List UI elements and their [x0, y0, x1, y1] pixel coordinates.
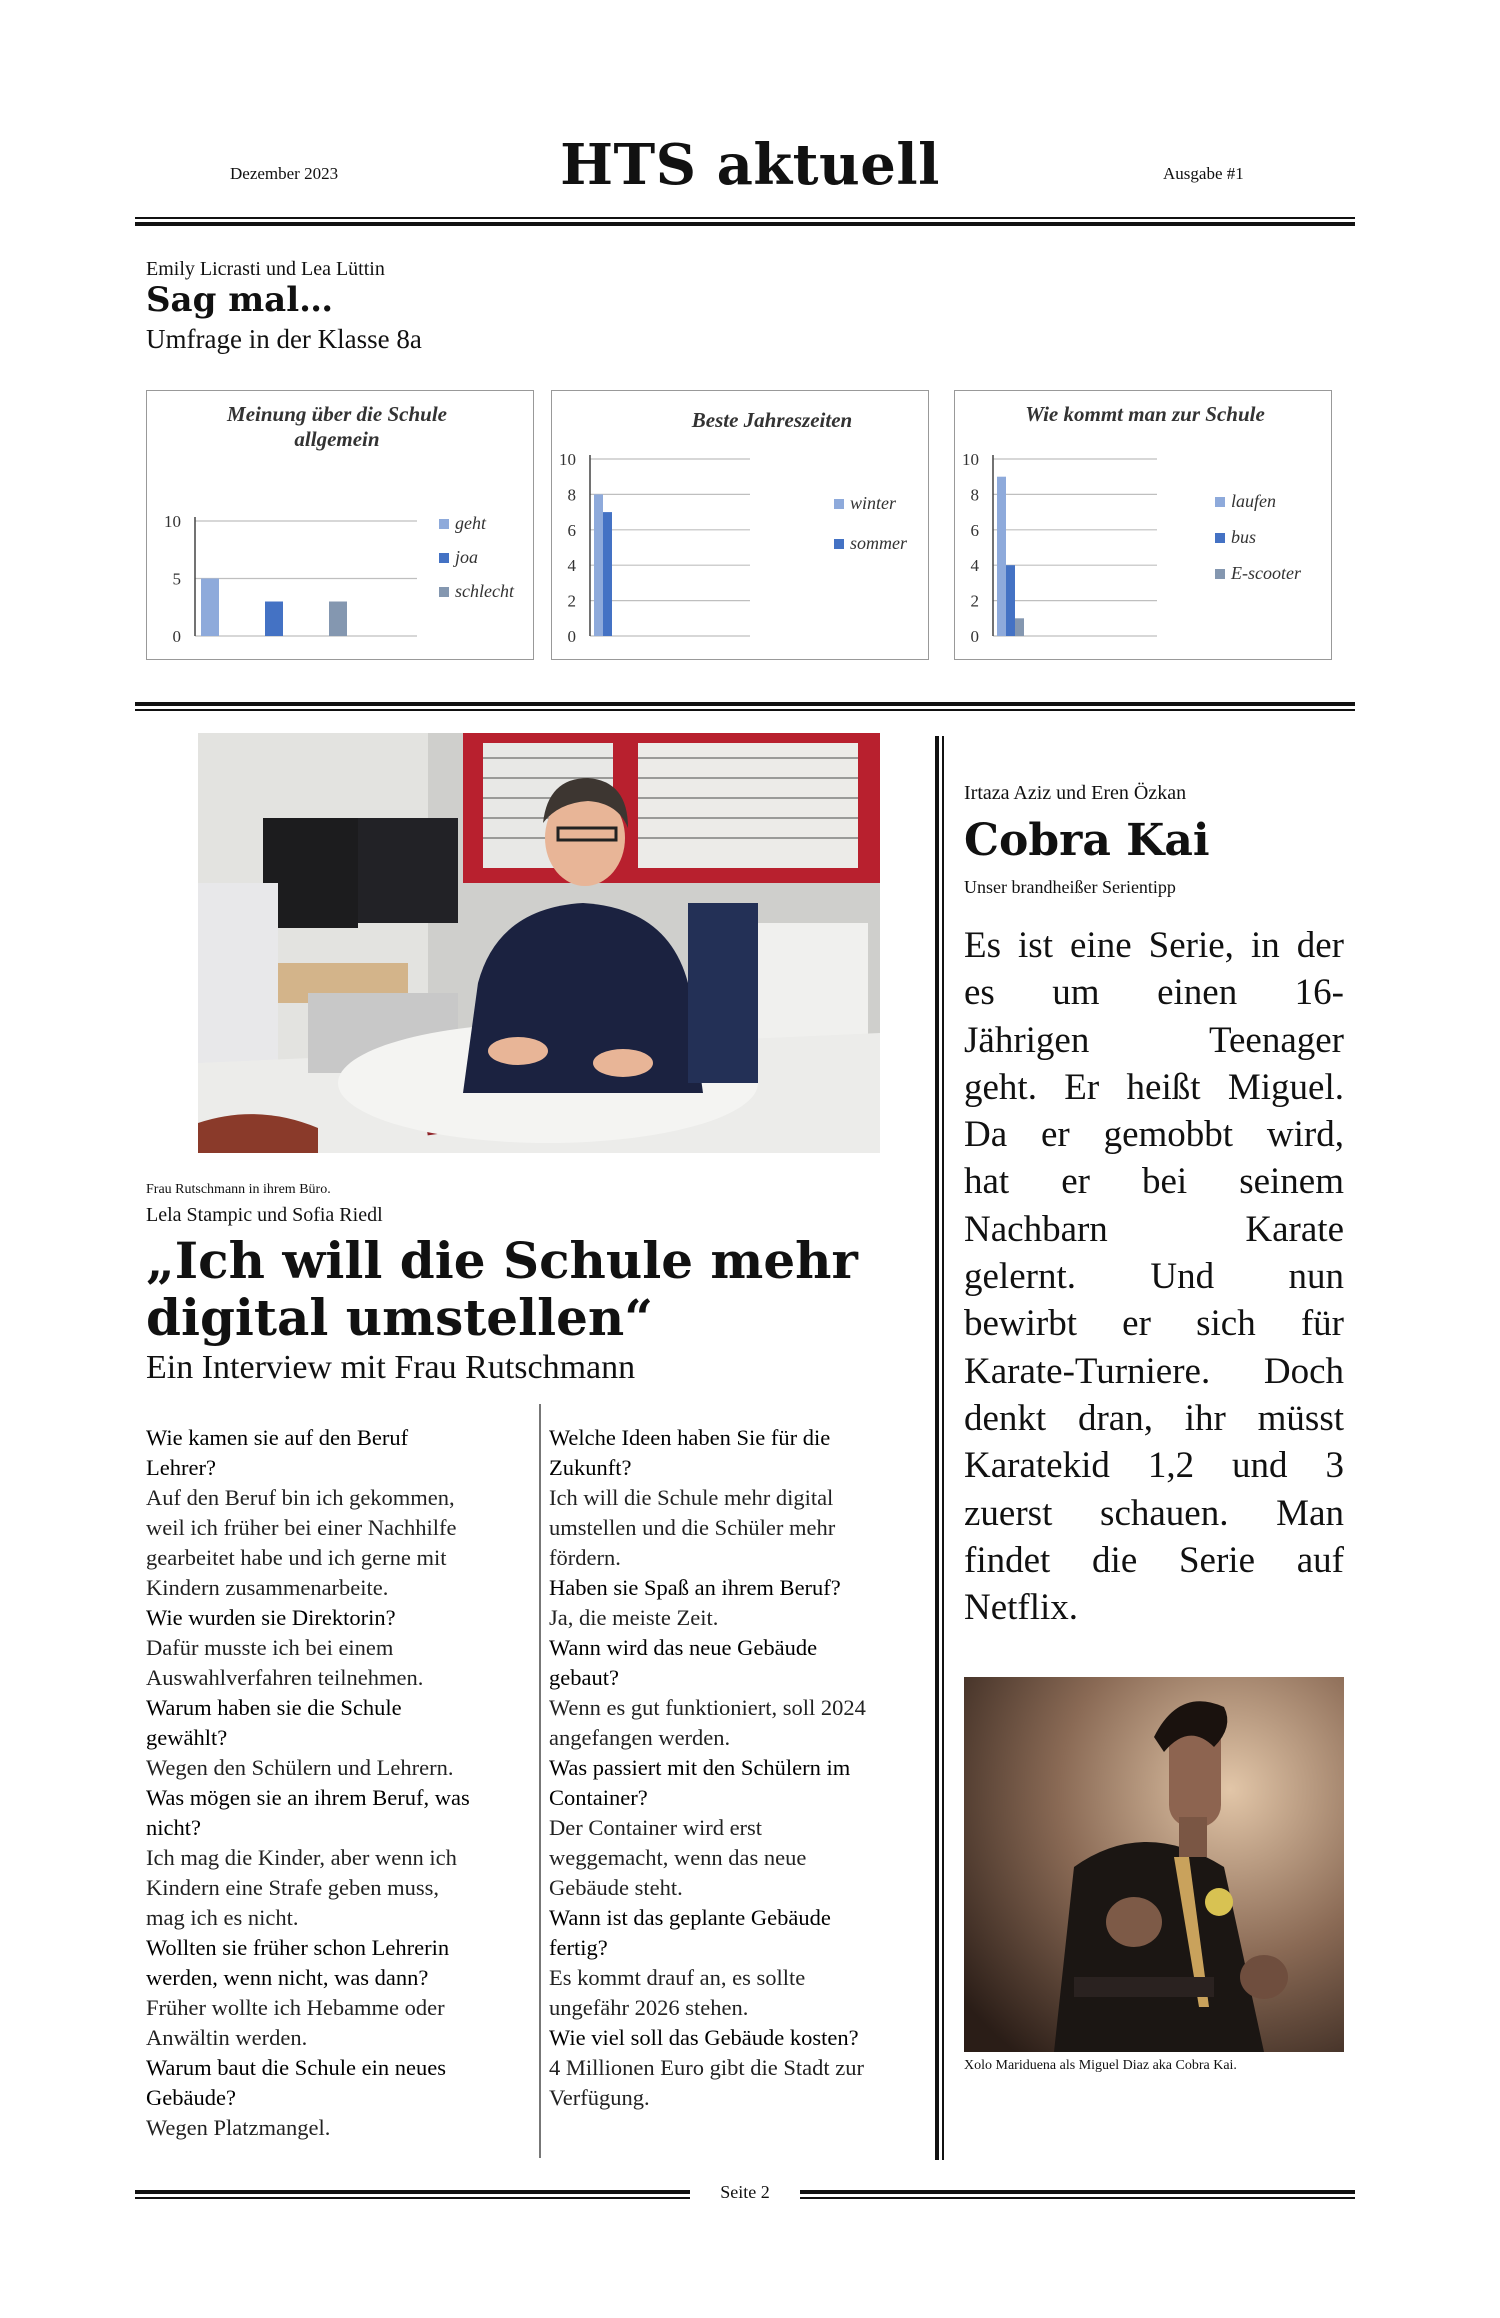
interview-answer-line: Ich will die Schule mehr digital [549, 1485, 834, 1510]
interview-answer-line: Auswahlverfahren teilnehmen. [146, 1665, 424, 1690]
interview-question-line: Lehrer? [146, 1455, 216, 1480]
legend-swatch [439, 519, 449, 529]
cobra-body-line: geht. Er heißt Miguel. [964, 1066, 1344, 1108]
y-tick-label: 8 [970, 485, 979, 505]
chart-commute-svg [955, 391, 1331, 659]
chart-bar-e-scooter [1015, 618, 1024, 636]
cobra-body [964, 922, 1344, 1631]
interview-answer-line: weggemacht, wenn das neue [549, 1845, 807, 1870]
interview-answer-line: angefangen werden. [549, 1725, 731, 1750]
interview-answer-line: ungefähr 2026 stehen. [549, 1995, 749, 2020]
issue-number: Ausgabe #1 [1163, 164, 1244, 183]
legend-label: geht [455, 513, 486, 533]
interview-question-line: Wann wird das neue Gebäude [549, 1635, 818, 1660]
y-tick-label: 2 [567, 591, 576, 611]
interview-answer-line: weil ich früher bei einer Nachhilfe [146, 1515, 457, 1540]
y-tick-label: 4 [970, 556, 979, 576]
cobra-body-line: Es ist eine Serie, in der [964, 925, 1344, 966]
chart-seasons-svg [552, 391, 928, 659]
interview-answer-line: Auf den Beruf bin ich gekommen, [146, 1485, 455, 1510]
interview-question-line: fertig? [549, 1935, 608, 1960]
interview-answer-line: Wegen Platzmangel. [146, 2115, 331, 2140]
cobra-body-line: zuerst schauen. Man [964, 1492, 1344, 1534]
interview-question-line: Wie wurden sie Direktorin? [146, 1605, 396, 1630]
interview-photo-caption: Frau Rutschmann in ihrem Büro. [146, 1182, 331, 1197]
legend-label: E-scooter [1231, 563, 1301, 583]
footer-rule-left-thin [135, 2197, 690, 2199]
legend-label: laufen [1231, 491, 1276, 511]
page-number: Seite 2 [720, 2182, 770, 2202]
interview-question-line: Warum baut die Schule ein neues [146, 2055, 446, 2080]
masthead-rule [135, 222, 1355, 226]
cobra-body-line: denkt dran, ihr müsst [964, 1397, 1344, 1439]
cobra-body-line: Nachbarn Karate [964, 1208, 1344, 1250]
interview-answer-line: fördern. [549, 1545, 621, 1570]
interview-answer-line: gearbeitet habe und ich gerne mit [146, 1545, 447, 1570]
footer-rule-right-thin [800, 2197, 1355, 2199]
interview-question-line: gebaut? [549, 1665, 619, 1690]
y-tick-label: 2 [970, 591, 979, 611]
interview-answer-line: Gebäude steht. [549, 1875, 683, 1900]
interview-question-line: gewählt? [146, 1725, 228, 1750]
cobra-body-line: Karatekid 1,2 und 3 [964, 1445, 1344, 1487]
interview-answer-line: Der Container wird erst [549, 1815, 763, 1840]
interview-question-line: Wollten sie früher schon Lehrerin [146, 1935, 450, 1960]
legend-label: schlecht [455, 581, 514, 601]
interview-answer-line: Kindern zusammenarbeite. [146, 1575, 389, 1600]
chart-bar-winter [594, 494, 603, 636]
cobra-authors: Irtaza Aziz und Eren Özkan [964, 782, 1187, 804]
cobra-body-line: Netflix. [964, 1587, 1079, 1629]
chart-bar-joa [265, 602, 283, 637]
cobra-body-line: Jährigen Teenager [964, 1019, 1344, 1061]
cobra-body-line: gelernt. Und nun [964, 1256, 1344, 1298]
office-photo-illustration [198, 733, 880, 1153]
interview-question-line: Wie kamen sie auf den Beruf [146, 1425, 409, 1450]
newspaper-title: HTS aktuell [560, 132, 940, 198]
interview-question-line: Haben sie Spaß an ihrem Beruf? [549, 1575, 841, 1600]
legend-label: winter [850, 493, 897, 513]
y-tick-label: 0 [970, 627, 979, 646]
issue-date: Dezember 2023 [230, 164, 339, 183]
cobra-body-line: es um einen 16- [964, 972, 1344, 1014]
interview-answer-line: 4 Millionen Euro gibt die Stadt zur [549, 2055, 864, 2080]
legend-label: sommer [850, 533, 907, 553]
y-tick-label: 6 [970, 520, 979, 540]
interview-answer-line: mag ich es nicht. [146, 1905, 299, 1930]
interview-answer-line: Früher wollte ich Hebamme oder [146, 1995, 445, 2020]
chart-bar-laufen [997, 477, 1006, 636]
legend-label: joa [455, 547, 479, 567]
cobra-subtitle: Unser brandheißer Serientipp [964, 877, 1176, 897]
chart-bar-schlecht [329, 602, 347, 637]
cobra-body-line: Karate-Turniere. Doch [964, 1350, 1344, 1392]
y-tick-label: 10 [962, 450, 979, 469]
y-tick-label: 0 [172, 627, 181, 646]
interview-question-line: Wann ist das geplante Gebäude [549, 1905, 831, 1930]
interview-answer-line: Ich mag die Kinder, aber wenn ich [146, 1845, 457, 1870]
legend-swatch [439, 553, 449, 563]
cobra-body-line: findet die Serie auf [964, 1539, 1344, 1581]
chart-seasons [551, 390, 929, 660]
cobra-photo [964, 1677, 1344, 2052]
interview-headline-line-1: „Ich will die Schule mehr [146, 1231, 858, 1290]
chart-title: allgemein [294, 427, 380, 451]
y-tick-label: 6 [567, 520, 576, 540]
interview-answer-line: Wenn es gut funktioniert, soll 2024 [549, 1695, 866, 1720]
chart-bar-geht [201, 579, 219, 637]
interview-answer-line: Wegen den Schülern und Lehrern. [146, 1755, 454, 1780]
interview-headline-line-2: digital umstellen“ [146, 1288, 654, 1347]
legend-swatch [834, 539, 844, 549]
chart-bar-bus [1006, 565, 1015, 636]
interview-question-line: Zukunft? [549, 1455, 632, 1480]
legend-swatch [834, 499, 844, 509]
interview-column-right [549, 1423, 939, 2113]
legend-swatch [1215, 533, 1225, 543]
cobra-body-line: bewirbt er sich für [964, 1303, 1344, 1345]
chart-bar-sommer [603, 512, 612, 636]
y-tick-label: 10 [164, 512, 181, 531]
interview-question-line: Gebäude? [146, 2085, 236, 2110]
masthead-rule-top [135, 217, 1355, 219]
chart-school-opinion-svg [147, 391, 533, 659]
y-tick-label: 4 [567, 556, 576, 576]
chart-title: Meinung über die Schule [227, 402, 447, 426]
cobra-title: Cobra Kai [964, 815, 1210, 866]
interview-answer-line: Dafür musste ich bei einem [146, 1635, 394, 1660]
interview-subtitle: Ein Interview mit Frau Rutschmann [146, 1349, 636, 1386]
cobra-photo-caption: Xolo Mariduena als Miguel Diaz aka Cobra Kai. [964, 2058, 1237, 2073]
y-tick-label: 10 [559, 450, 576, 469]
interview-question-line: Welche Ideen haben Sie für die [549, 1425, 831, 1450]
interview-question-line: Was passiert mit den Schülern im [549, 1755, 851, 1780]
cobra-body-line: Da er gemobbt wird, [964, 1114, 1344, 1156]
cobra-body-line: hat er bei seinem [964, 1161, 1344, 1203]
footer-rule-right [800, 2190, 1355, 2194]
legend-swatch [1215, 497, 1225, 507]
y-tick-label: 5 [172, 569, 181, 589]
footer-rule-left [135, 2190, 690, 2194]
interview-question-line: Warum haben sie die Schule [146, 1695, 402, 1720]
karate-photo-illustration [964, 1677, 1344, 2052]
legend-swatch [1215, 569, 1225, 579]
interview-question-line: Was mögen sie an ihrem Beruf, was [146, 1785, 470, 1810]
chart-school-opinion [146, 390, 534, 660]
page-column-divider-thin [942, 736, 944, 2160]
survey-subtitle: Umfrage in der Klasse 8a [146, 324, 422, 354]
y-tick-label: 8 [567, 485, 576, 505]
interview-column-left [146, 1423, 536, 2143]
interview-question-line: Wie viel soll das Gebäude kosten? [549, 2025, 859, 2050]
y-tick-label: 0 [567, 627, 576, 646]
chart-commute [954, 390, 1332, 660]
chart-title: Beste Jahreszeiten [691, 408, 853, 432]
survey-authors: Emily Licrasti und Lea Lüttin [146, 258, 385, 280]
interview-answer-line: Verfügung. [549, 2085, 650, 2110]
legend-swatch [439, 587, 449, 597]
interview-question-line: Container? [549, 1785, 648, 1810]
interview-answer-line: Kindern eine Strafe geben muss, [146, 1875, 440, 1900]
section-rule [135, 702, 1355, 706]
page-column-divider [935, 736, 939, 2160]
interview-answer-line: umstellen und die Schüler mehr [549, 1515, 836, 1540]
interview-column-divider [539, 1404, 541, 2158]
legend-label: bus [1231, 527, 1257, 547]
section-rule-bottom [135, 709, 1355, 711]
chart-title: Wie kommt man zur Schule [1025, 402, 1265, 426]
interview-authors: Lela Stampic und Sofia Riedl [146, 1204, 383, 1226]
interview-answer-line: Ja, die meiste Zeit. [549, 1605, 719, 1630]
interview-answer-line: Anwältin werden. [146, 2025, 308, 2050]
interview-answer-line: Es kommt drauf an, es sollte [549, 1965, 806, 1990]
interview-photo [198, 733, 880, 1153]
survey-kicker: Sag mal… [146, 280, 334, 320]
interview-question-line: nicht? [146, 1815, 201, 1840]
interview-question-line: werden, wenn nicht, was dann? [146, 1965, 429, 1990]
